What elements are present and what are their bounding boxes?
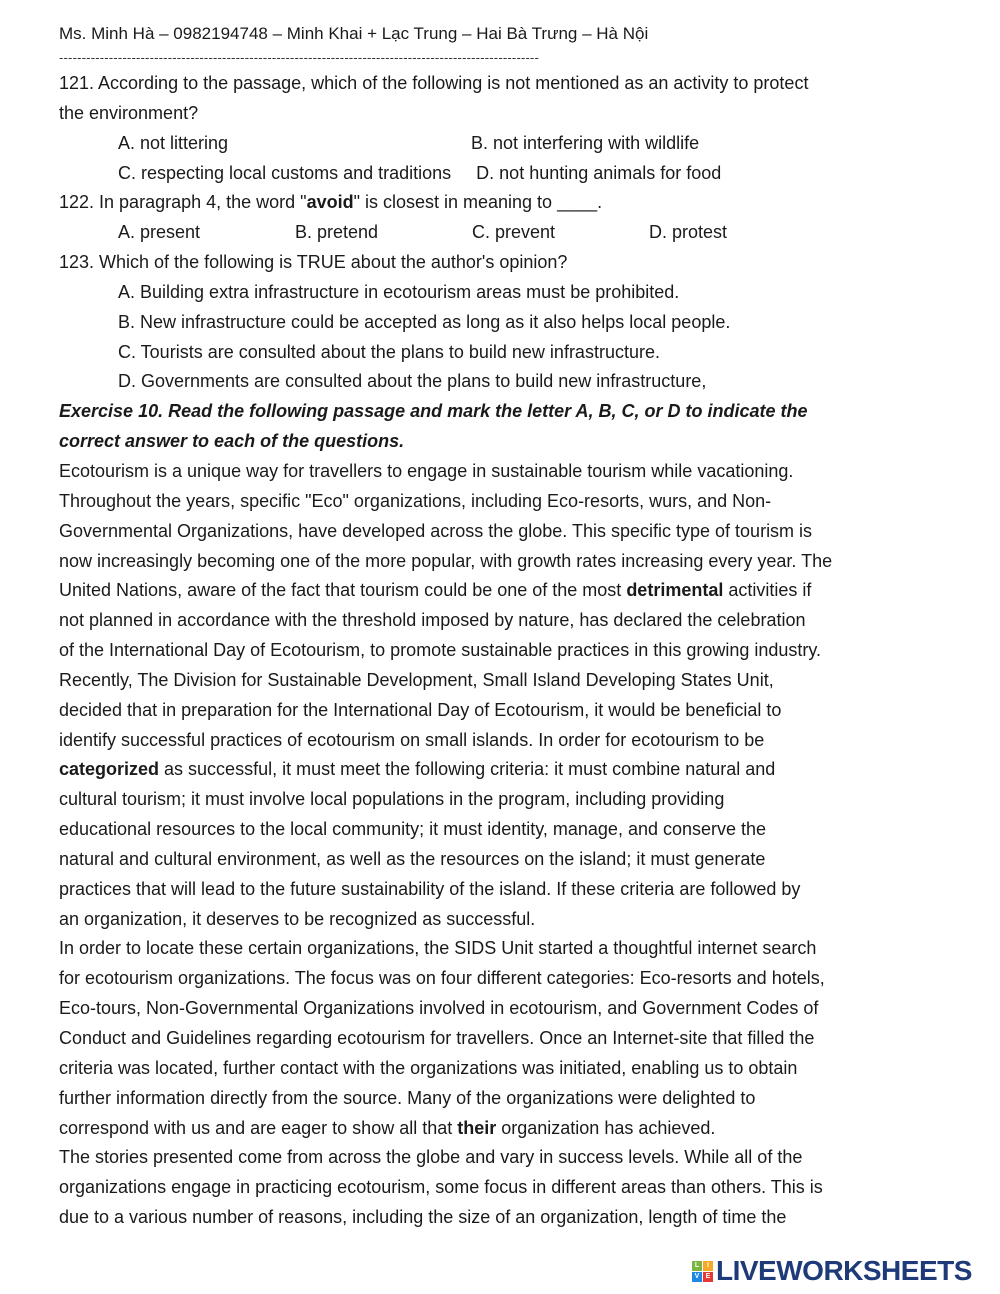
header-divider: ---------------------------------------------------------------------------------------------------------- xyxy=(59,50,540,65)
question-123-stem: 123. Which of the following is TRUE about the author's opinion? xyxy=(59,252,568,273)
logo-tile: L xyxy=(692,1261,702,1271)
text: activities if xyxy=(723,580,812,601)
logo-tile: V xyxy=(692,1272,702,1282)
text: organization has achieved. xyxy=(496,1117,716,1138)
passage-line xyxy=(59,755,949,785)
option-d: D. not hunting animals for food xyxy=(476,162,722,183)
logo-tile: I xyxy=(703,1261,713,1271)
option-a: A. Building extra infrastructure in ecotourism areas must be prohibited. xyxy=(118,281,680,302)
passage-line: The stories presented come from across the globe and vary in success levels. While all of the xyxy=(59,1147,803,1168)
passage-line: cultural tourism; it must involve local populations in the program, including providing xyxy=(59,789,725,810)
option-c: C. respecting local customs and traditions xyxy=(118,162,452,183)
passage-line: Governmental Organizations, have developed across the globe. This specific type of tourism is xyxy=(59,520,813,541)
passage-line: now increasingly becoming one of the more popular, with growth rates increasing every year. The xyxy=(59,550,833,571)
option-b: B. New infrastructure could be accepted as long as it also helps local people. xyxy=(118,311,731,332)
question-121-stem-cont: the environment? xyxy=(59,102,199,123)
keyword-their: their xyxy=(457,1117,497,1138)
stem-text: 122. In paragraph 4, the word " xyxy=(59,192,307,213)
passage-line: Eco-tours, Non-Governmental Organizations involved in ecotourism, and Government Codes of xyxy=(59,998,819,1019)
passage-line: Ecotourism is a unique way for travellers to engage in sustainable tourism while vacationing. xyxy=(59,460,794,481)
passage-line xyxy=(59,576,949,606)
option-b: B. pretend xyxy=(295,222,379,243)
exercise-heading-cont: correct answer to each of the questions. xyxy=(59,431,405,452)
option-c: C. Tourists are consulted about the plans to build new infrastructure. xyxy=(118,341,660,362)
page-header: Ms. Minh Hà – 0982194748 – Minh Khai + Lạc Trung – Hai Bà Trưng – Hà Nội xyxy=(59,24,649,43)
passage-line: due to a various number of reasons, including the size of an organization, length of time the xyxy=(59,1207,787,1228)
text: as successful, it must meet the following criteria: it must combine natural and xyxy=(159,759,776,780)
passage-line: not planned in accordance with the threshold imposed by nature, has declared the celebration xyxy=(59,610,806,631)
passage-line: natural and cultural environment, as well as the resources on the island; it must generate xyxy=(59,848,766,869)
option-c: C. prevent xyxy=(472,222,556,243)
logo-tile: E xyxy=(703,1272,713,1282)
text: correspond with us and are eager to show all that xyxy=(59,1117,458,1138)
exercise-heading: Exercise 10. Read the following passage and mark the letter A, B, C, or D to indicate the xyxy=(59,401,808,422)
passage-line: organizations engage in practicing ecotourism, some focus in different areas than others. This is xyxy=(59,1177,823,1198)
option-a: A. not littering xyxy=(118,132,229,153)
keyword-avoid: avoid xyxy=(306,192,354,213)
passage-line: Throughout the years, specific "Eco" organizations, including Eco-resorts, wurs, and Non- xyxy=(59,490,772,511)
option-d: D. Governments are consulted about the plans to build new infrastructure, xyxy=(118,371,707,392)
keyword-detrimental: detrimental xyxy=(626,580,724,601)
document-body xyxy=(59,69,949,1233)
logo-tiles-icon xyxy=(692,1261,713,1282)
passage-line: of the International Day of Ecotourism, to promote sustainable practices in this growing industry. xyxy=(59,640,822,661)
passage-line: practices that will lead to the future sustainability of the island. If these criteria are followed by xyxy=(59,878,801,899)
passage-line: Recently, The Division for Sustainable Development, Small Island Developing States Unit, xyxy=(59,669,774,690)
option-d: D. protest xyxy=(649,222,728,243)
question-122-stem xyxy=(59,188,949,218)
keyword-categorized: categorized xyxy=(59,759,160,780)
passage-line: educational resources to the local community; it must identity, manage, and conserve the xyxy=(59,819,767,840)
option-a: A. present xyxy=(118,222,201,243)
option-b: B. not interfering with wildlife xyxy=(471,132,700,153)
passage-line: an organization, it deserves to be recognized as successful. xyxy=(59,908,536,929)
passage-line: identify successful practices of ecotourism on small islands. In order for ecotourism to be xyxy=(59,729,765,750)
logo-text: LIVEWORKSHEETS xyxy=(716,1255,972,1286)
passage-line xyxy=(59,1114,949,1144)
passage-line: further information directly from the source. Many of the organizations were delighted to xyxy=(59,1087,756,1108)
passage-line: for ecotourism organizations. The focus was on four different categories: Eco-resorts and hotels, xyxy=(59,968,825,989)
passage-line: decided that in preparation for the International Day of Ecotourism, it would be beneficial to xyxy=(59,699,782,720)
stem-text: " is closest in meaning to ____. xyxy=(353,192,603,213)
liveworksheets-logo xyxy=(692,1255,972,1287)
text: United Nations, aware of the fact that tourism could be one of the most xyxy=(59,580,627,601)
passage-line: criteria was located, further contact with the organizations was initiated, enabling us to obtain xyxy=(59,1057,798,1078)
passage-line: Conduct and Guidelines regarding ecotourism for travellers. Once an Internet-site that filled the xyxy=(59,1028,815,1048)
question-121-stem: 121. According to the passage, which of the following is not mentioned as an activity to protect xyxy=(59,73,809,93)
passage-line: In order to locate these certain organizations, the SIDS Unit started a thoughtful internet search xyxy=(59,938,817,959)
